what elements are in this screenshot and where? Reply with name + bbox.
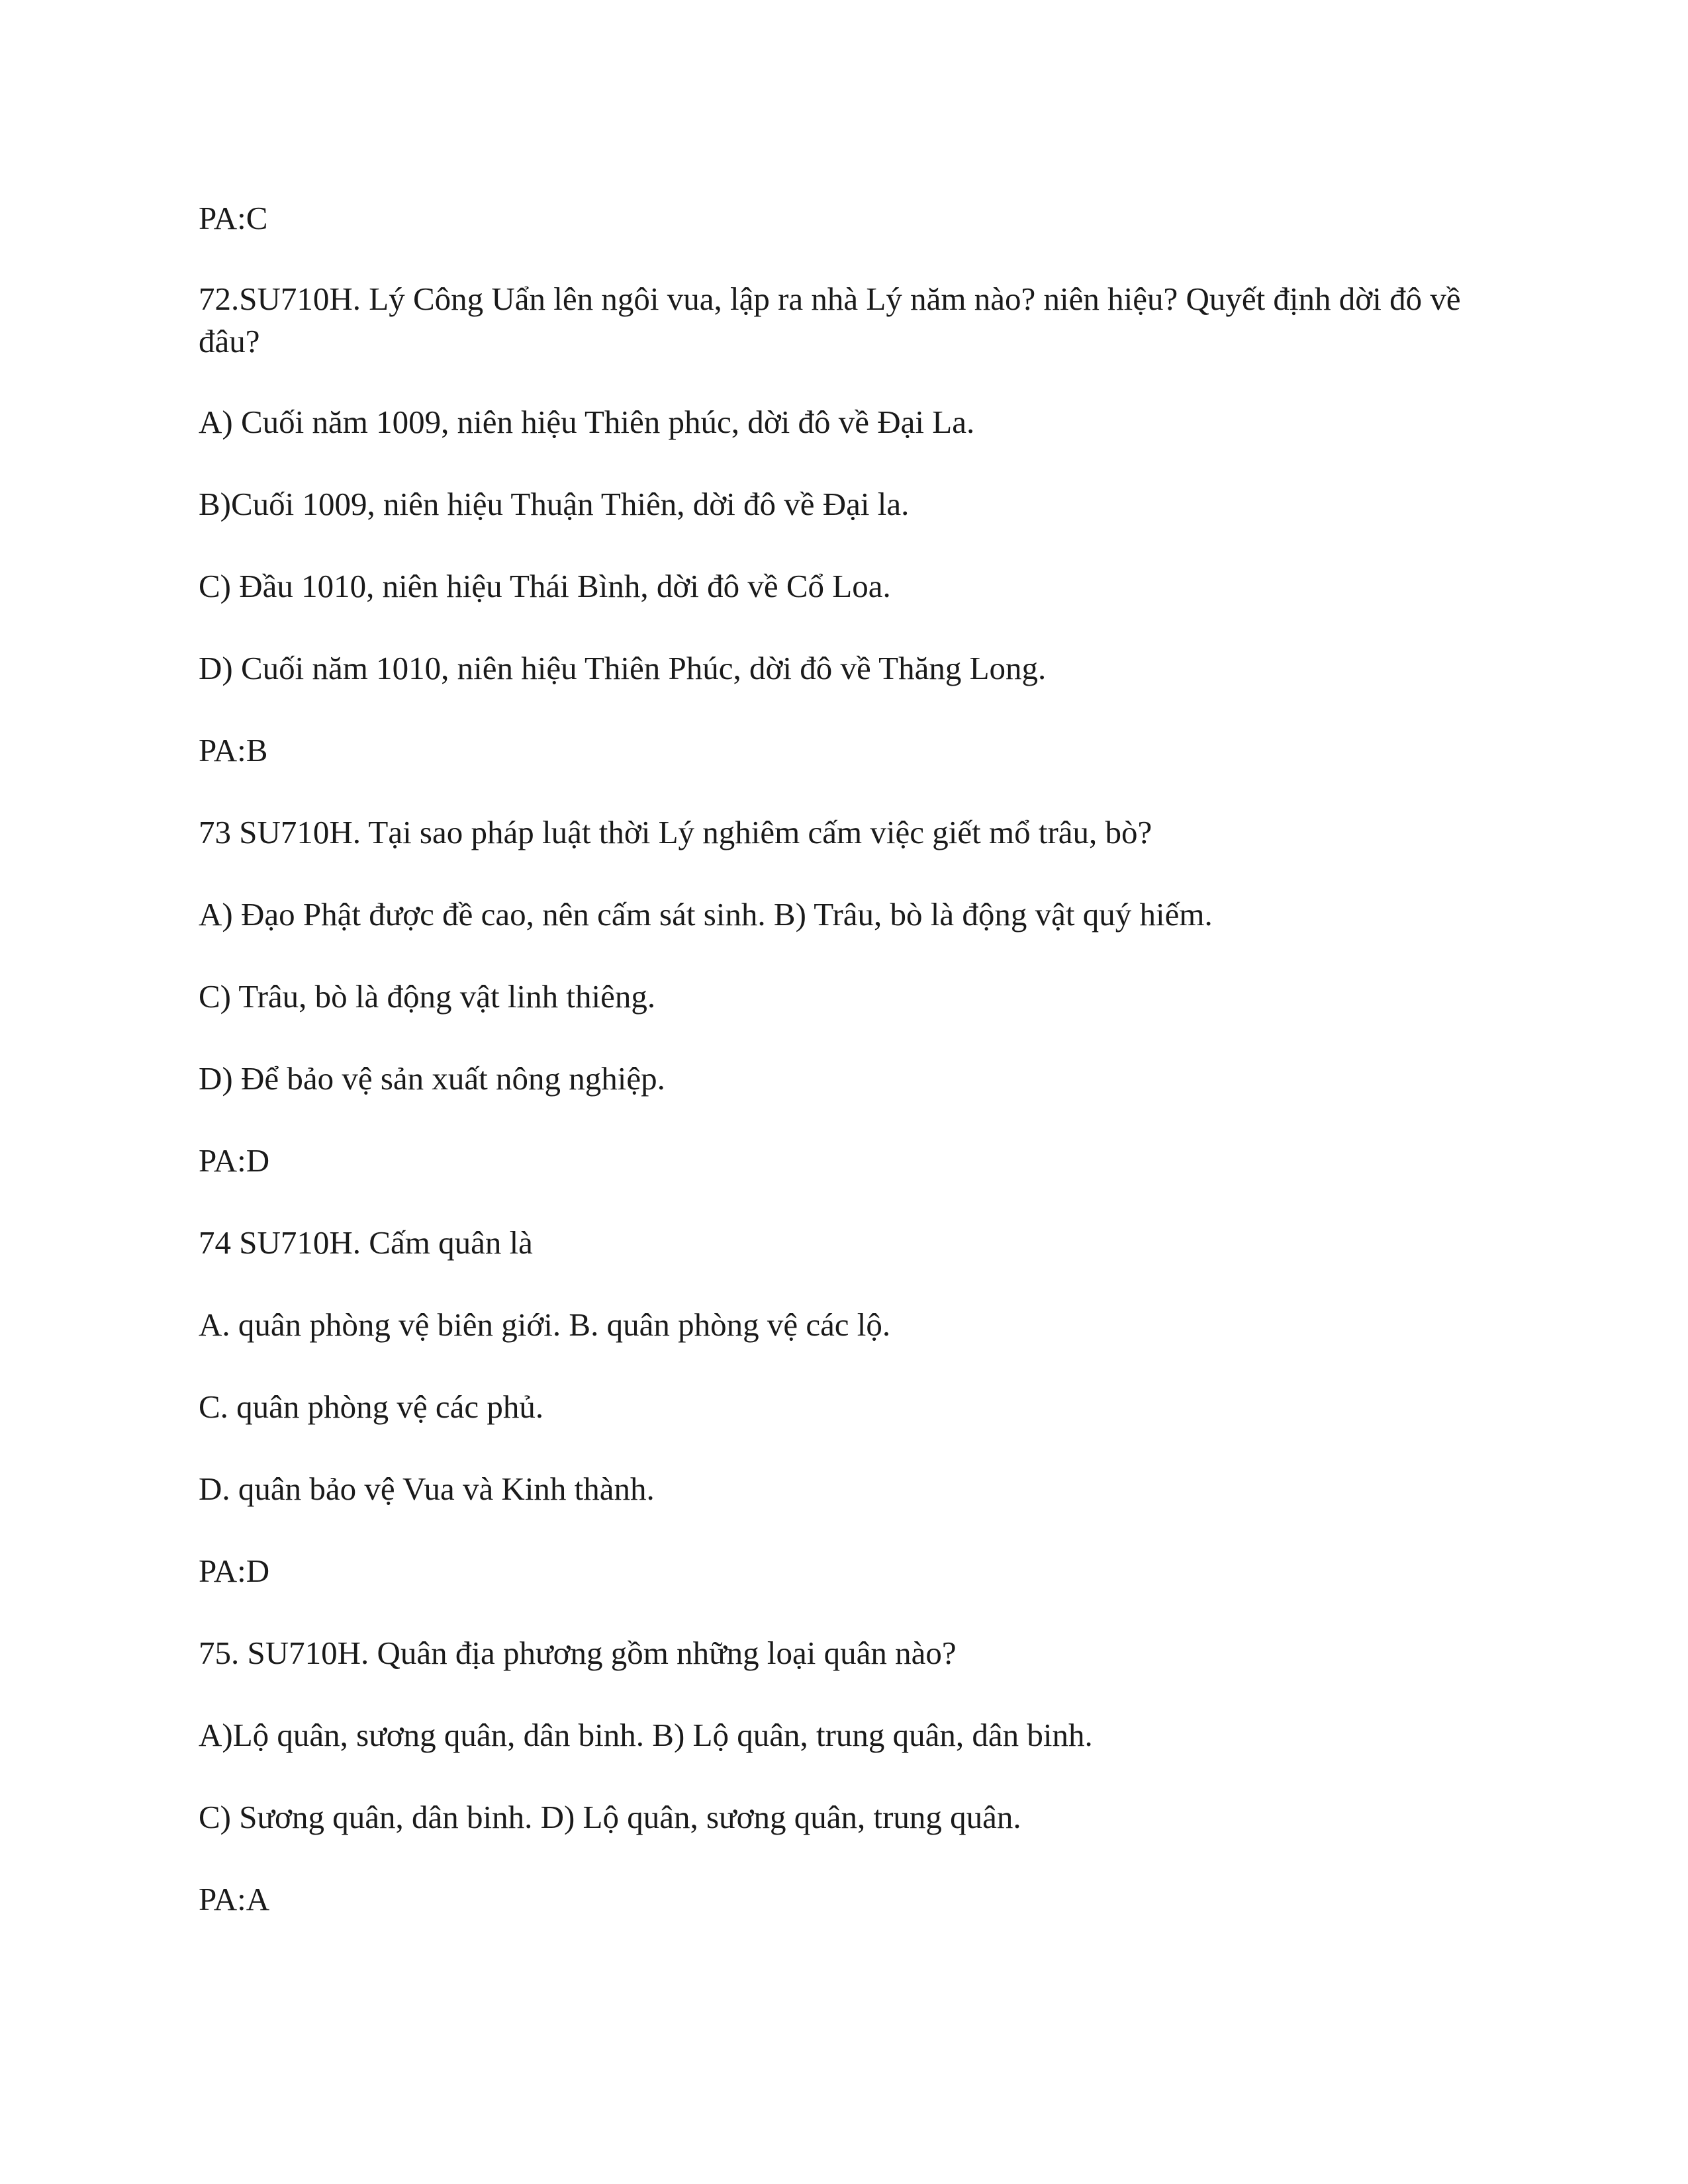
answer-71: PA:C	[199, 200, 268, 236]
question-75: 75. SU710H. Quân địa phương gồm những loại quân nào?	[199, 1635, 957, 1671]
question-72-option-c: C) Đầu 1010, niên hiệu Thái Bình, dời đô về Cổ Loa.	[199, 568, 891, 604]
question-73-option-c: C) Trâu, bò là động vật linh thiêng.	[199, 978, 656, 1015]
question-72-option-a: A) Cuối năm 1009, niên hiệu Thiên phúc, dời đô về Đại La.	[199, 404, 975, 440]
question-72-option-d: D) Cuối năm 1010, niên hiệu Thiên Phúc, dời đô về Thăng Long.	[199, 650, 1047, 686]
question-74-option-d: D. quân bảo vệ Vua và Kinh thành.	[199, 1471, 655, 1507]
answer-72: PA:B	[199, 732, 268, 768]
answer-73: PA:D	[199, 1142, 270, 1179]
question-74-option-c: C. quân phòng vệ các phủ.	[199, 1388, 544, 1425]
answer-75: PA:A	[199, 1881, 270, 1917]
question-73: 73 SU710H. Tại sao pháp luật thời Lý nghiêm cấm việc giết mổ trâu, bò?	[199, 814, 1152, 850]
question-75-options-cd: C) Sương quân, dân binh. D) Lộ quân, sương quân, trung quân.	[199, 1799, 1021, 1835]
question-74: 74 SU710H. Cấm quân là	[199, 1224, 533, 1261]
question-72-line-2: đâu?	[199, 323, 260, 359]
question-72-option-b: B)Cuối 1009, niên hiệu Thuận Thiên, dời đô về Đại la.	[199, 486, 910, 522]
question-75-options-ab: A)Lộ quân, sương quân, dân binh. B) Lộ quân, trung quân, dân binh.	[199, 1717, 1093, 1753]
question-72-line-1: 72.SU710H. Lý Công Uẩn lên ngôi vua, lập ra nhà Lý năm nào? niên hiệu? Quyết định dời đô về	[199, 281, 1461, 317]
answer-74: PA:D	[199, 1553, 270, 1589]
question-73-options-ab: A) Đạo Phật được đề cao, nên cấm sát sinh. B) Trâu, bò là động vật quý hiếm.	[199, 896, 1213, 933]
question-74-options-ab: A. quân phòng vệ biên giới. B. quân phòng vệ các lộ.	[199, 1306, 891, 1343]
question-73-option-d: D) Để bảo vệ sản xuất nông nghiệp.	[199, 1060, 665, 1097]
